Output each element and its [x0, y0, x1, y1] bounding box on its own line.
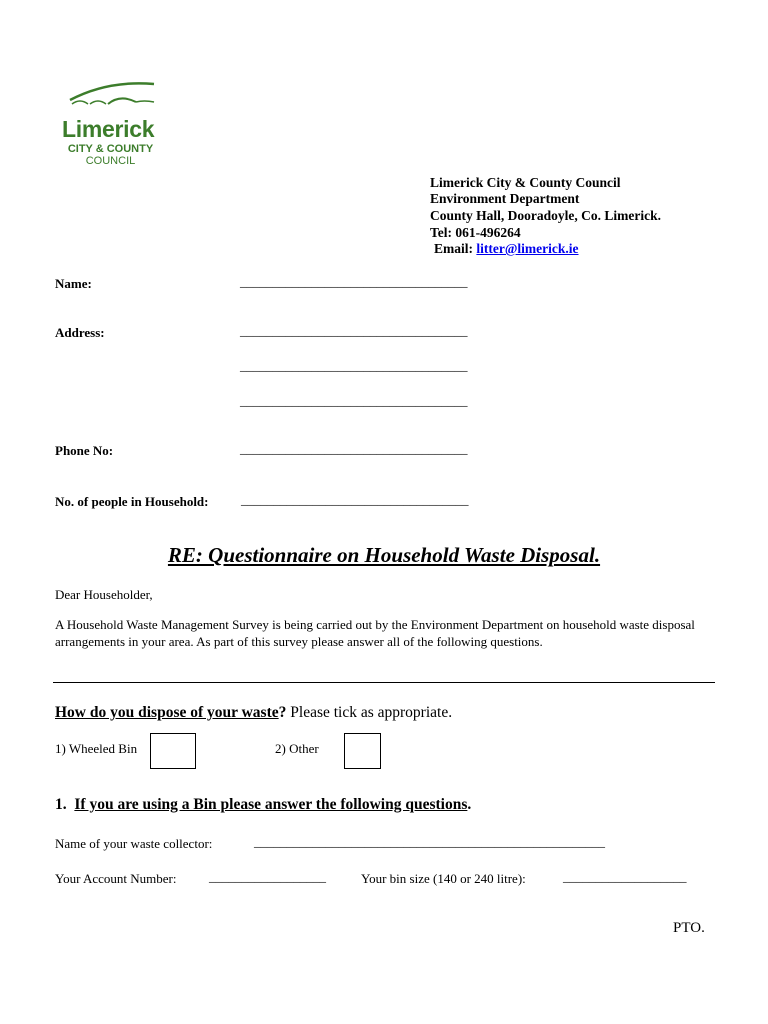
option-other-label: 2) Other	[275, 741, 319, 756]
divider	[53, 682, 715, 683]
council-logo	[58, 78, 168, 118]
logo-subtitle-line1: CITY & COUNTY	[67, 143, 154, 155]
address-org: Limerick City & County Council	[430, 175, 621, 190]
address-label: Address:	[55, 325, 105, 340]
address-line-3[interactable]: ___________________________________	[240, 393, 468, 408]
logo-subtitle-line2: COUNCIL	[85, 155, 136, 167]
option-wheeled-bin-label: 1) Wheeled Bin	[55, 741, 138, 756]
section1-title: If you are using a Bin please answer the following questions	[74, 796, 468, 813]
email-label: Email:	[434, 241, 473, 256]
letter-title: RE: Questionnaire on Household Waste Disposal.	[167, 543, 601, 567]
greeting: Dear Householder,	[55, 587, 153, 602]
name-label: Name:	[55, 276, 92, 291]
address-street: County Hall, Dooradoyle, Co. Limerick.	[430, 208, 661, 223]
pto-note: PTO.	[673, 920, 705, 936]
address-line-1[interactable]: ___________________________________	[240, 323, 468, 338]
wheeled-bin-checkbox[interactable]	[150, 733, 196, 769]
section1-heading	[55, 796, 471, 814]
email-link[interactable]: litter@limerick.ie	[476, 241, 579, 256]
account-number-label: Your Account Number:	[55, 871, 177, 886]
question-instruction: Please tick as appropriate.	[290, 704, 453, 721]
logo-wordmark: Limerick	[62, 116, 155, 142]
address-tel: Tel: 061-496264	[430, 225, 521, 240]
people-line[interactable]: ___________________________________	[241, 492, 469, 507]
question-title: How do you dispose of your waste	[55, 704, 279, 721]
other-checkbox[interactable]	[344, 733, 381, 769]
name-line[interactable]: ___________________________________	[240, 274, 468, 289]
bin-size-label: Your bin size (140 or 240 litre):	[361, 871, 526, 886]
question-heading	[55, 704, 452, 722]
section1-period: .	[467, 796, 472, 813]
address-line-2[interactable]: ___________________________________	[240, 358, 468, 373]
bin-size-line[interactable]: ___________________	[563, 869, 687, 884]
phone-line[interactable]: ___________________________________	[240, 441, 468, 456]
section1-number: 1.	[55, 796, 67, 813]
address-email-row	[434, 241, 579, 257]
letter-body: A Household Waste Management Survey is being carried out by the Environment Department on household waste disposal arrangements in your area. As part of this survey please answer all of the following questions.	[55, 617, 695, 649]
collector-line[interactable]: ______________________________________________________	[254, 834, 605, 849]
address-dept: Environment Department	[430, 191, 580, 206]
question-mark: ?	[278, 704, 287, 721]
collector-label: Name of your waste collector:	[55, 836, 213, 851]
account-number-line[interactable]: __________________	[209, 869, 326, 884]
people-label: No. of people in Household:	[55, 494, 209, 509]
phone-label: Phone No:	[55, 443, 114, 458]
